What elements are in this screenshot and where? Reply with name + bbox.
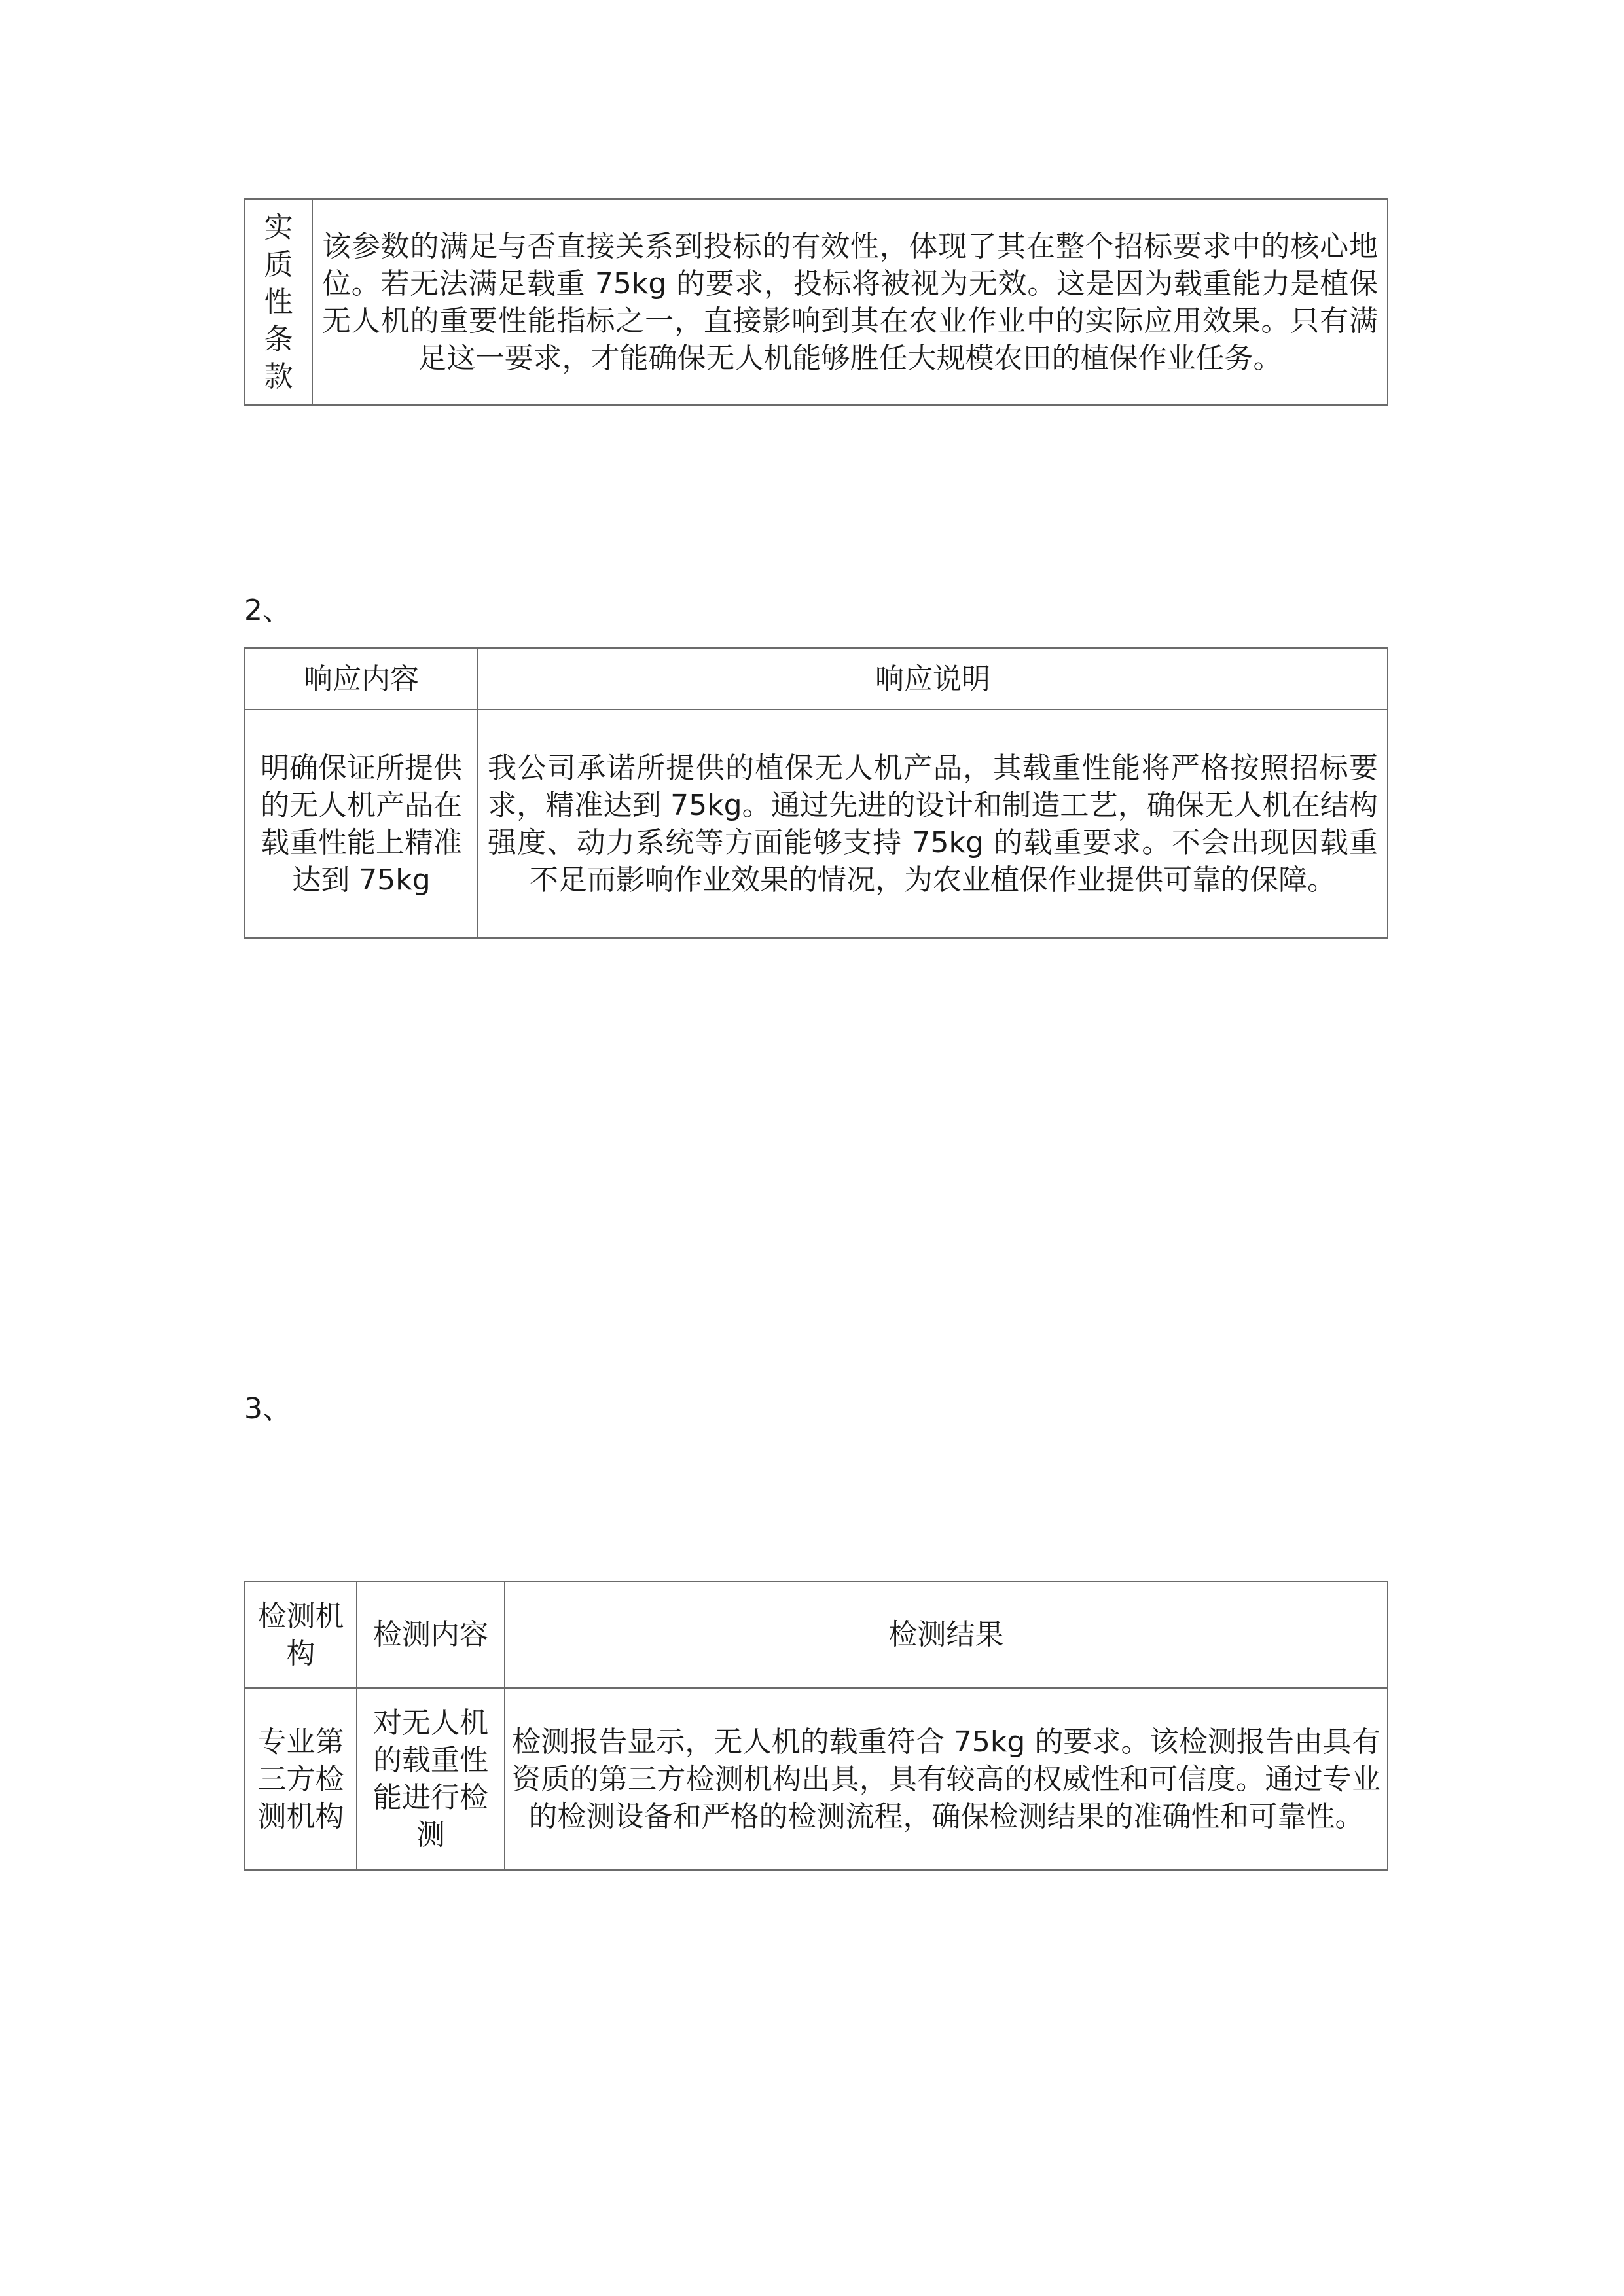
table-header-row [245, 648, 1388, 709]
inspection-content-cell: 对无人机的载重性能进行检测 [357, 1688, 505, 1870]
header-response-explanation: 响应说明 [478, 648, 1388, 709]
clause-content: 该参数的满足与否直接关系到投标的有效性，体现了其在整个招标要求中的核心地位。若无法满足载重 75kg 的要求，投标将被视为无效。这是因为载重能力是植保无人机的重要性能指标之一，直接影响到其在农业作业中的实际应用效果。只有满足这一要求，才能确保无人机能够胜任大规模农田的植保作业任务。 [322, 229, 1378, 375]
header-inspection-content: 检测内容 [357, 1581, 505, 1688]
inspection-table [244, 1581, 1388, 1871]
header-response-content: 响应内容 [245, 648, 478, 709]
table-row [245, 709, 1388, 938]
header-inspection-result: 检测结果 [505, 1581, 1388, 1688]
inspection-result-cell: 检测报告显示，无人机的载重符合 75kg 的要求。该检测报告由具有资质的第三方检测机构出具，具有较高的权威性和可信度。通过专业的检测设备和严格的检测流程，确保检测结果的准确性和可靠性。 [505, 1688, 1388, 1870]
response-content-cell: 明确保证所提供的无人机产品在载重性能上精准达到 75kg [245, 709, 478, 938]
clause-content-cell [312, 199, 1388, 405]
header-institution: 检测机构 [245, 1581, 357, 1688]
table-row [245, 1688, 1388, 1870]
section-number-3: 3、 [244, 1392, 291, 1426]
institution-cell: 专业第三方检测机构 [245, 1688, 357, 1870]
response-table [244, 647, 1388, 939]
table-header-row [245, 1581, 1388, 1688]
section-number-2: 2、 [244, 594, 291, 627]
substantive-clause-table [244, 198, 1388, 406]
response-explanation-cell: 我公司承诺所提供的植保无人机产品，其载重性能将严格按照招标要求，精准达到 75kg。通过先进的设计和制造工艺，确保无人机在结构强度、动力系统等方面能够支持 75kg 的载重要求。不会出现因载重不足而影响作业效果的情况，为农业植保作业提供可靠的保障。 [478, 709, 1388, 938]
clause-label: 实质性条款 [264, 211, 293, 393]
table-row [245, 199, 1388, 405]
clause-label-cell [245, 199, 312, 405]
